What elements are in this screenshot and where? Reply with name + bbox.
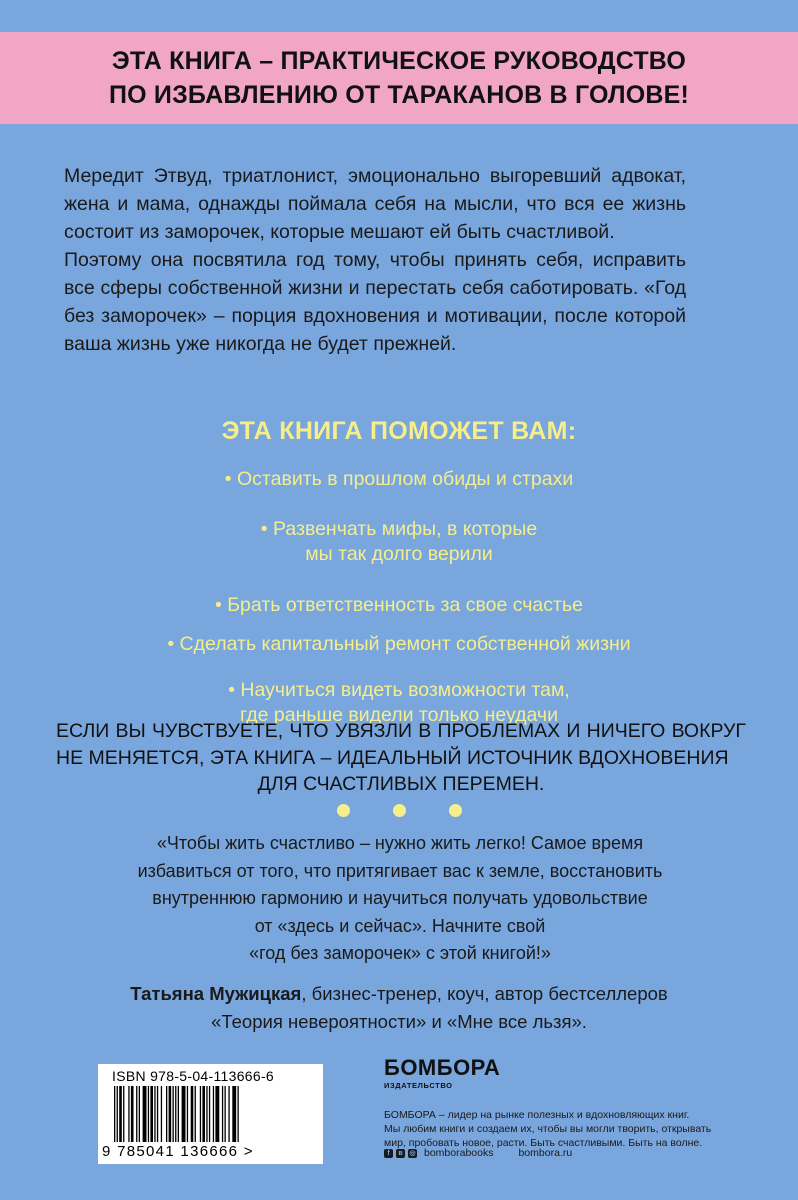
benefit-item xyxy=(60,593,738,618)
benefit-text: • Сделать капитальный ремонт собственной жизни xyxy=(167,633,631,655)
publisher-info-line: мир, пробовать новое, расти. Быть счастливыми. Быть на волне. xyxy=(384,1137,703,1149)
dot-icon xyxy=(449,804,462,817)
benefit-text: • Научиться видеть возможности там, xyxy=(228,679,570,701)
instagram-icon: ◎ xyxy=(409,1149,416,1157)
publisher-info-line: БОМБОРА – лидер на рынке полезных и вдохновляющих книг. xyxy=(384,1109,690,1121)
quote-line: от «здесь и сейчас». Начните свой xyxy=(254,915,546,936)
publisher-logo: БОМБОРА xyxy=(384,1055,501,1080)
intro-paragraph-2: Поэтому она посвятила год тому, чтобы принять себя, исправить все сферы собственной жизни и перестать себя саботировать. «Год без заморочек» – порция вдохновения и мотивации, после которой ваша жизнь уже никогда не будет прежней. xyxy=(64,249,686,355)
quote-line: избавиться от того, что притягивает вас к земле, восстановить xyxy=(137,860,663,881)
publisher-info-line: Мы любим книги и создаем их, чтобы вы могли творить, открывать xyxy=(384,1123,712,1135)
call-to-action xyxy=(56,718,746,798)
helps-title: ЭТА КНИГА ПОМОЖЕТ ВАМ: xyxy=(221,417,577,445)
blurb-quote xyxy=(100,830,700,968)
facebook-icon: f xyxy=(384,1149,393,1158)
dot-icon xyxy=(337,804,350,817)
benefit-item xyxy=(60,632,738,657)
benefits-list xyxy=(60,467,738,728)
benefit-text: • Оставить в прошлом обиды и страхи xyxy=(224,468,574,490)
benefit-text: мы так долго верили xyxy=(305,543,493,565)
benefit-text: • Брать ответственность за свое счастье xyxy=(215,594,583,616)
publisher-logo-sub: ИЗДАТЕЛЬСТВО xyxy=(384,1081,453,1090)
quote-line: «год без заморочек» с этой книгой!» xyxy=(249,943,551,963)
blurb-author xyxy=(60,980,738,1036)
separator-dots xyxy=(0,804,798,817)
social-handle[interactable]: bomborabooks xyxy=(424,1147,494,1159)
publisher-website[interactable]: bombora.ru xyxy=(518,1147,573,1159)
cta-text: ЕСЛИ ВЫ ЧУВСТВУЕТЕ, ЧТО УВЯЗЛИ В ПРОБЛЕМАХ И НИЧЕГО ВОКРУГ НЕ МЕНЯЕТСЯ, ЭТА КНИГА – ИДЕАЛЬНЫЙ ИСТОЧНИК ВДОХНОВЕНИЯ xyxy=(56,720,746,769)
author-name: Татьяна Мужицкая xyxy=(130,983,302,1004)
banner-line-1: ЭТА КНИГА – ПРАКТИЧЕСКОЕ РУКОВОДСТВО xyxy=(111,47,687,75)
isbn-number: ISBN 978-5-04-113666-6 xyxy=(112,1068,274,1084)
cta-text-end: ДЛЯ СЧАСТЛИВЫХ ПЕРЕМЕН. xyxy=(257,773,545,795)
publisher-social xyxy=(384,1147,572,1159)
top-banner xyxy=(0,32,798,124)
banner-line-2: ПО ИЗБАВЛЕНИЮ ОТ ТАРАКАНОВ В ГОЛОВЕ! xyxy=(108,81,690,109)
intro-paragraph-1: Мередит Этвуд, триатлонист, эмоционально выгоревший адвокат, жена и мама, однажды поймала себя на мысли, что вся ее жизнь состоит из заморочек, которые мешают ей быть счастливой. xyxy=(64,165,686,243)
author-desc-2: «Теория невероятности» и «Мне все льзя». xyxy=(211,1011,587,1032)
benefit-text: • Развенчать мифы, в которые xyxy=(260,518,538,540)
dot-icon xyxy=(393,804,406,817)
benefit-text: где раньше видели только неудачи xyxy=(240,704,558,726)
barcode-icon xyxy=(112,1086,309,1144)
barcode-digits: 9 785041 136666 > xyxy=(102,1143,254,1160)
benefit-item xyxy=(60,517,738,567)
intro-text xyxy=(64,162,686,358)
quote-line: внутреннюю гармонию и научиться получать удовольствие xyxy=(152,888,648,908)
benefit-item xyxy=(60,467,738,492)
author-desc: , бизнес-тренер, коуч, автор бестселлеров xyxy=(301,983,668,1004)
publisher-info xyxy=(384,1108,714,1150)
vk-icon: в xyxy=(396,1149,405,1158)
quote-line: «Чтобы жить счастливо – нужно жить легко! Самое время xyxy=(156,833,644,853)
isbn-barcode xyxy=(98,1064,323,1164)
